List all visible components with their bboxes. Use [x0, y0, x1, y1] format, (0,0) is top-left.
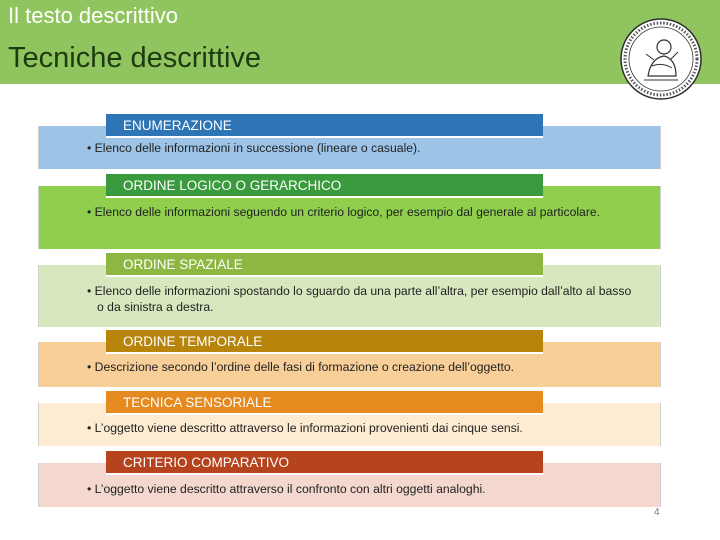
description-text: • Elenco delle informazioni seguendo un criterio logico, per esempio dal generale al particolare.	[87, 205, 601, 219]
page-subtitle: Tecniche descrittive	[8, 42, 262, 74]
page-title: Il testo descrittivo	[8, 3, 178, 28]
page-number: 4	[654, 507, 660, 518]
heading-banner: ORDINE SPAZIALE	[106, 253, 543, 277]
university-seal-icon	[618, 14, 704, 104]
heading-banner: ORDINE TEMPORALE	[106, 330, 543, 354]
description-text: • Elenco delle informazioni in successione (lineare o casuale).	[87, 141, 421, 155]
description-text: • Descrizione secondo l’ordine delle fasi di formazione o creazione dell’oggetto.	[87, 360, 515, 374]
header-bar	[0, 0, 720, 84]
heading-banner: ENUMERAZIONE	[106, 114, 543, 138]
description-text: • L’oggetto viene descritto attraverso il confronto con altri oggetti analoghi.	[87, 482, 486, 496]
heading-banner: ORDINE LOGICO O GERARCHICO	[106, 174, 543, 198]
description-text: • Elenco delle informazioni spostando lo sguardo da una parte all’altra, per esempio dall’alto al basso o da sinistra a destra.	[87, 284, 632, 314]
description-text: • L’oggetto viene descritto attraverso le informazioni provenienti dai cinque sensi.	[87, 421, 523, 435]
heading-banner: CRITERIO COMPARATIVO	[106, 451, 543, 475]
heading-banner: TECNICA SENSORIALE	[106, 391, 543, 415]
